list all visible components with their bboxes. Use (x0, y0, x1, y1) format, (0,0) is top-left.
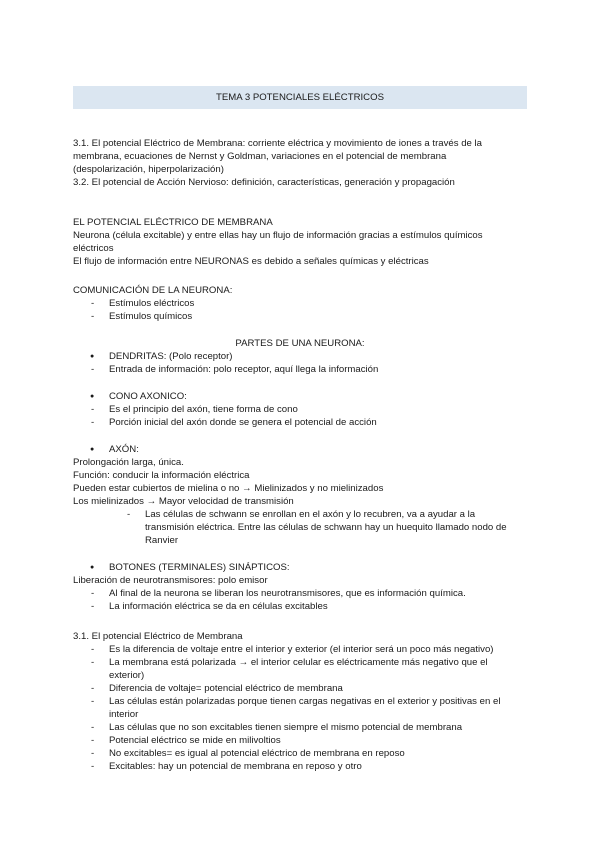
paragraph-line: Los mielinizados → Mayor velocidad de transmisión (73, 496, 294, 507)
sub-list-item-continued: Ranvier (145, 535, 179, 546)
paragraph-line: Neurona (célula excitable) y entre ellas hay un flujo de información gracias a estímulos químicos (73, 230, 483, 241)
list-item: - Es la diferencia de voltaje entre el interior y exterior (el interior será un poco más negativo) (73, 643, 527, 656)
list-item: - La información eléctrica se da en células excitables (73, 600, 527, 613)
list-item: - Al final de la neurona se liberan los neurotransmisores, que es información química. (73, 587, 527, 600)
membrane-section (73, 216, 527, 268)
paragraph-line: Función: conducir la información eléctrica (73, 470, 250, 481)
bullet-heading: ● DENDRITAS: (Polo receptor) (73, 350, 527, 363)
index-line: 3.1. El potencial Eléctrico de Membrana: corriente eléctrica y movimiento de iones a través de la (73, 138, 482, 149)
section-3-1 (73, 630, 527, 773)
list-item: - Excitables: hay un potencial de membrana en reposo y otro (73, 760, 527, 773)
list-item: - Entrada de información: polo receptor, aquí llega la información (73, 363, 527, 376)
index-line: membrana, ecuaciones de Nernst y Goldman, variaciones en el potencial de membrana (73, 151, 447, 162)
paragraph-line: eléctricos (73, 243, 114, 254)
axon-hillock-section (73, 390, 527, 429)
index-section (73, 137, 527, 189)
list-item-continued: exterior) (109, 670, 145, 681)
list-item: - Es el principio del axón, tiene forma de cono (73, 403, 527, 416)
index-line: (despolarización, hiperpolarización) (73, 164, 224, 175)
paragraph-line: Pueden estar cubiertos de mielina o no → Mielinizados y no mielinizados (73, 483, 384, 494)
paragraph-line: Liberación de neurotransmisores: polo emisor (73, 575, 268, 586)
list-item: - No excitables= es igual al potencial eléctrico de membrana en reposo (73, 747, 527, 760)
bullet-heading: ● CONO AXONICO: (73, 390, 527, 403)
bullet-heading: ● BOTONES (TERMINALES) SINÁPTICOS: (73, 561, 527, 574)
communication-section (73, 284, 527, 323)
list-item: - La membrana está polarizada → el interior celular es eléctricamente más negativo que el (73, 656, 527, 669)
list-item: - Porción inicial del axón donde se genera el potencial de acción (73, 416, 527, 429)
list-item: - Diferencia de voltaje= potencial eléctrico de membrana (73, 682, 527, 695)
paragraph-line: Prolongación larga, única. (73, 457, 184, 468)
list-item: - Estímulos eléctricos (73, 297, 527, 310)
section-heading: COMUNICACIÓN DE LA NEURONA: (73, 285, 233, 296)
parts-heading: PARTES DE UNA NEURONA: (235, 338, 365, 349)
section-heading: EL POTENCIAL ELÉCTRICO DE MEMBRANA (73, 217, 273, 228)
bullet-heading: ● AXÓN: (73, 443, 527, 456)
section-heading: 3.1. El potencial Eléctrico de Membrana (73, 631, 243, 642)
index-line: 3.2. El potencial de Acción Nervioso: definición, características, generación y propagación (73, 177, 455, 188)
list-item-continued: interior (109, 709, 139, 720)
list-item: - Las células están polarizadas porque tienen cargas negativas en el exterior y positivas en el (73, 695, 527, 708)
sub-list-item-continued: transmisión eléctrica. Entre las células de schwann hay un huequito llamado nodo de (145, 522, 507, 533)
synaptic-buttons-section (73, 561, 527, 613)
list-item: - Potencial eléctrico se mide en milivoltios (73, 734, 527, 747)
document-title: TEMA 3 POTENCIALES ELÉCTRICOS (73, 86, 527, 109)
paragraph-line: El flujo de información entre NEURONAS es debido a señales químicas y eléctricas (73, 256, 429, 267)
list-item: - Estímulos químicos (73, 310, 527, 323)
dendrites-section (73, 350, 527, 376)
sub-list-item: - Las células de schwann se enrollan en el axón y lo recubren, va a ayudar a la (73, 508, 527, 521)
axon-section (73, 443, 527, 547)
list-item: - Las células que no son excitables tienen siempre el mismo potencial de membrana (73, 721, 527, 734)
